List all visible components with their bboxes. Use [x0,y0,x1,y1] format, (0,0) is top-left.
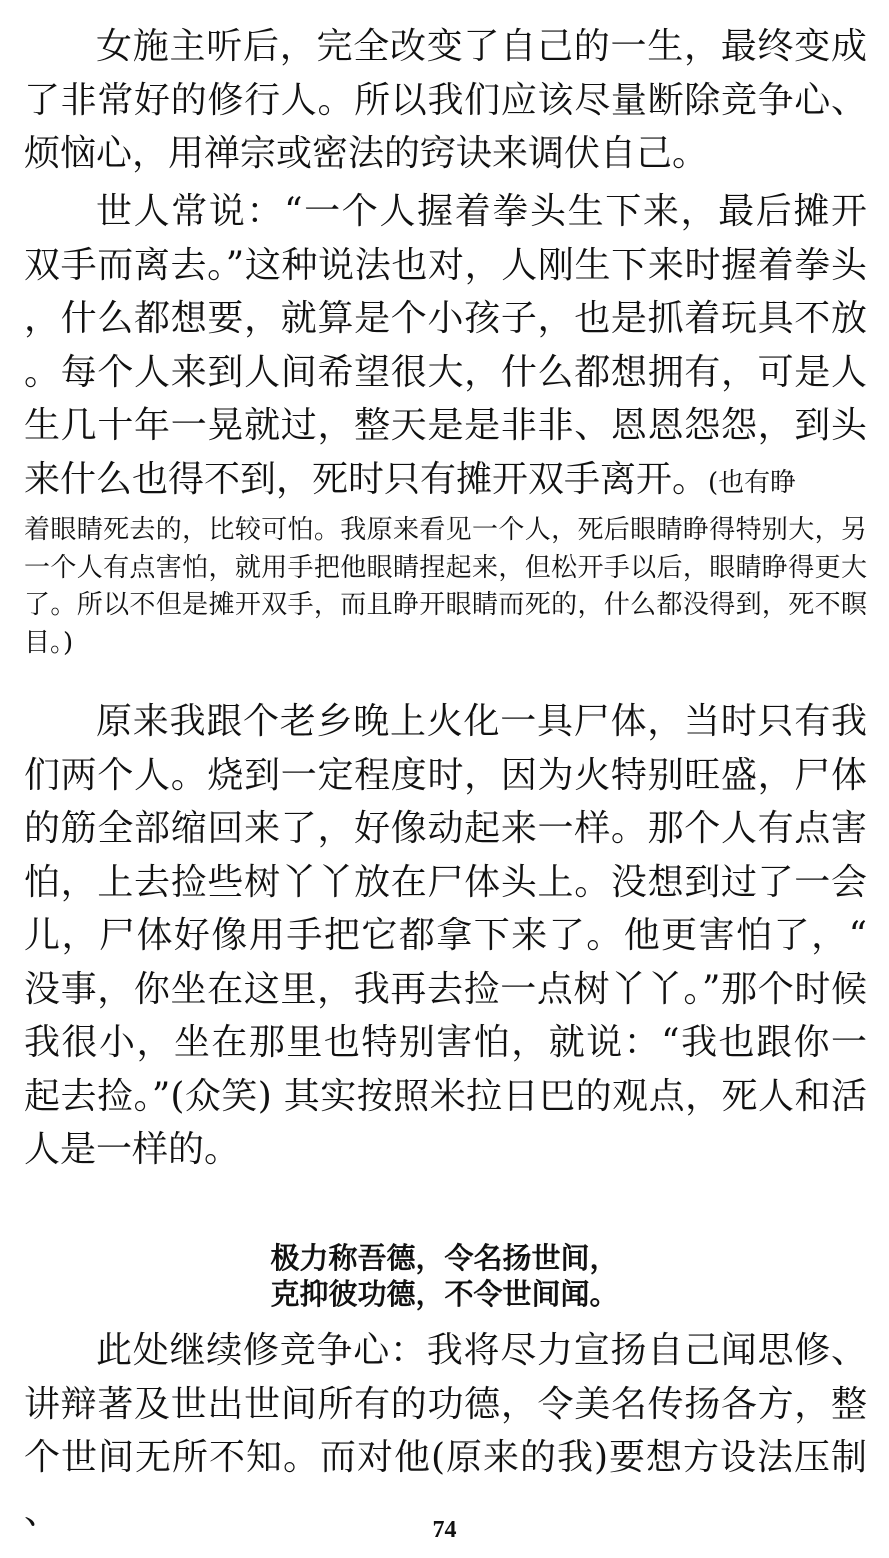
note-open-eyes: 着眼睛死去的，比较可怕。我原来看见一个人，死后眼睛睁得特别大，另一个人有点害怕，就用手把他眼睛捏起来，但松开手以后，眼睛睁得更大了。所以不但是摊开双手，而且睁开眼睛而死的，什么都没得到，死不瞑目。) [24,515,867,658]
paragraph-female-patron: 女施主听后，完全改变了自己的一生，最终变成了非常好的修行人。所以我们应该尽量断除竞争心、烦恼心，用禅宗或密法的窍诀来调伏自己。 [24,26,867,174]
verse-line-2: 克抑彼功德，不令世间闻。 [270,1277,619,1311]
page-number: 74 [432,1517,457,1543]
paragraph-cremation-story: 原来我跟个老乡晚上火化一具尸体，当时只有我们两个人。烧到一定程度时，因为火特别旺盛，尸体的筋全部缩回来了，好像动起来一样。那个人有点害怕，上去捡些树丫丫放在尸体头上。没想到过了一会儿，尸体好像用手把它都拿下来了。他更害怕了，“没事，你坐在这里，我再去捡一点树丫丫。”那个时候我很小，坐在那里也特别害怕，就说：“我也跟你一起去捡。”(众笑) 其实按照米拉日巴的观点，死人和活人是一样的。 [24,701,867,1170]
note-open-eyes-start: (也有睁 [708,467,797,498]
paragraph-clenched-fists [24,185,867,510]
paragraph-clenched-fists-main: 世人常说：“一个人握着拳头生下来，最后摊开双手而离去。”这种说法也对，人刚生下来时握着拳头，什么都想要，就算是个小孩子，也是抓着玩具不放。每个人来到人间希望很大，什么都想拥有，可是人生几十年一晃就过，整天是是非非、恩恩怨怨，到头来什么也得不到，死时只有摊开双手离开。 [24,191,867,500]
paragraph-competitive-mind: 此处继续修竞争心：我将尽力宣扬自己闻思修、讲辩著及世出世间所有的功德，令美名传扬各方，整个世间无所不知。而对他(原来的我)要想方设法压制、 [24,1330,867,1532]
verse-block [0,1240,889,1312]
verse-line-1: 极力称吾德，令名扬世间， [270,1241,619,1275]
